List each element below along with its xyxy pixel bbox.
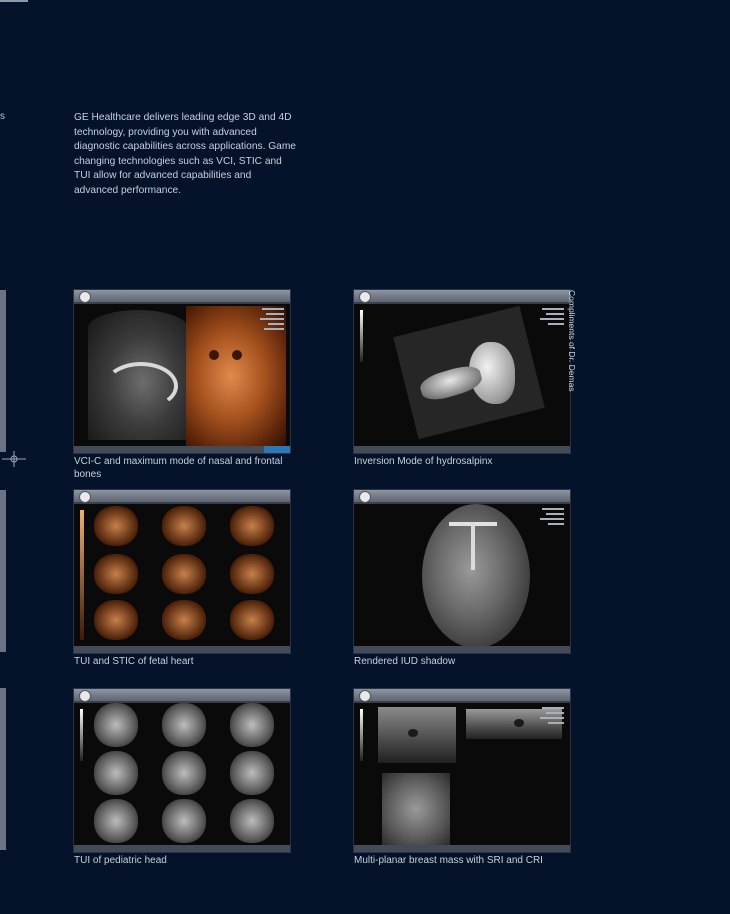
caption-tui-stic: TUI and STIC of fetal heart <box>74 656 194 667</box>
left-edge-image-fragment-3 <box>0 688 6 850</box>
ultrasound-image-inversion-mode <box>353 289 571 454</box>
ultrasound-image-tui-pediatric-head <box>73 688 291 853</box>
left-edge-text-fragment: s <box>0 111 5 122</box>
caption-breast-mass: Multi-planar breast mass with SRI and CRI <box>354 855 543 866</box>
top-rule <box>0 0 28 2</box>
caption-pediatric-head: TUI of pediatric head <box>74 855 167 866</box>
crosshair-icon <box>2 449 26 469</box>
courtesy-note: Compliments of Dr. Demas <box>567 290 577 392</box>
ge-logo-icon <box>359 491 371 503</box>
ge-logo-icon <box>359 291 371 303</box>
caption-iud-shadow: Rendered IUD shadow <box>354 656 456 667</box>
intro-paragraph: GE Healthcare delivers leading edge 3D and 4D technology, providing you with advanced diagnostic capabilities across applications. Game changing technologies such as VCI, STIC and TUI allow for advanced capabilities and advanced performance. <box>74 112 296 196</box>
caption-vci-c: VCI-C and maximum mode of nasal and frontal bones <box>74 456 283 480</box>
ge-logo-icon <box>79 491 91 503</box>
ge-logo-icon <box>79 291 91 303</box>
ultrasound-image-vci-c <box>73 289 291 454</box>
left-edge-image-fragment-1 <box>0 290 6 452</box>
ultrasound-image-iud-shadow <box>353 489 571 654</box>
ultrasound-image-breast-mass <box>353 688 571 853</box>
ge-logo-icon <box>359 690 371 702</box>
ge-logo-icon <box>79 690 91 702</box>
caption-inversion-mode: Inversion Mode of hydrosalpinx <box>354 456 493 467</box>
ultrasound-image-tui-stic-fetal-heart <box>73 489 291 654</box>
left-edge-image-fragment-2 <box>0 490 6 652</box>
